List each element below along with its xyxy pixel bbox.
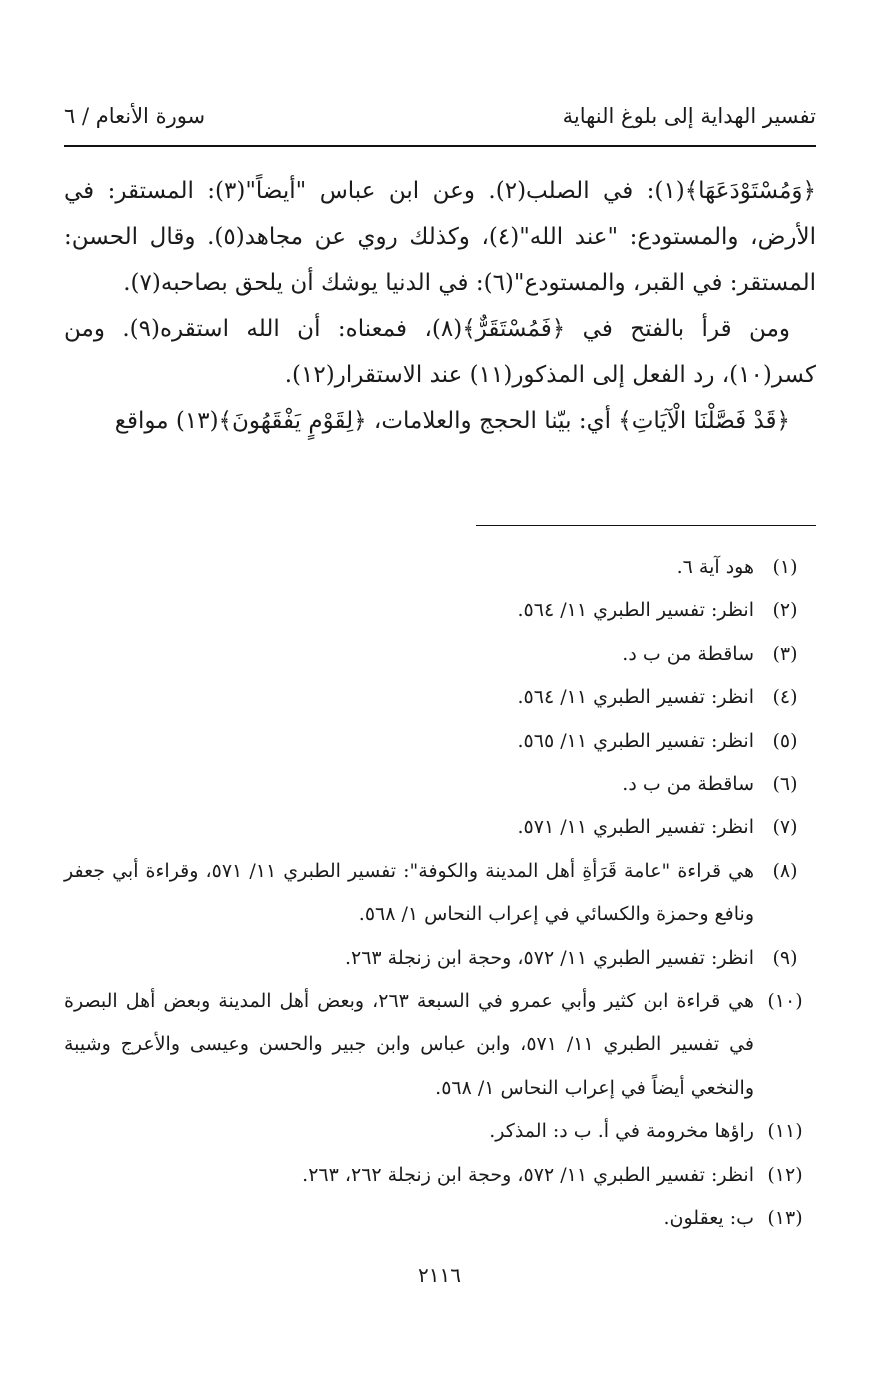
footnote <box>64 806 816 849</box>
paragraph-2: ومن قرأ بالفتح في ﴿فَمُسْتَقَرٌّ﴾(٨)، فمعناه: أن الله استقره(٩). ومن كسر(١٠)، رد الفعل إلى المذكور(١١) عند الاستقرار(١٢). <box>64 316 816 388</box>
footnote <box>64 1197 816 1240</box>
footnote-text: هي قراءة "عامة قَرَأةِ أهل المدينة والكوفة": تفسير الطبري ١١/ ٥٧١، وقراءة أبي جعفر ونافع وحمزة والكسائي في إعراب النحاس ١/ ٥٦٨. <box>64 859 754 926</box>
footnote-number: (٧) <box>772 816 798 839</box>
main-text <box>64 168 816 444</box>
footnote <box>64 850 816 937</box>
footnote <box>64 980 816 1110</box>
footnote-number: (١٣) <box>767 1207 803 1230</box>
footnote-text: انظر: تفسير الطبري ١١/ ٥٦٤. <box>517 599 754 622</box>
footnote-text: انظر: تفسير الطبري ١١/ ٥٦٤. <box>517 686 754 709</box>
header-rule <box>64 145 816 147</box>
footnote-text: هود آية ٦. <box>676 556 754 578</box>
running-header <box>64 104 816 144</box>
footnote-number: (١١) <box>767 1120 803 1143</box>
footnote-text: راؤها مخرومة في أ. ب د: المذكر. <box>489 1120 754 1143</box>
footnote-text: انظر: تفسير الطبري ١١/ ٥٦٥. <box>517 729 754 752</box>
footnote-number: (٥) <box>772 729 798 752</box>
footnote-rule <box>476 525 816 526</box>
footnote-number: (٩) <box>772 946 798 969</box>
footnote <box>64 937 816 980</box>
footnote <box>64 589 816 632</box>
footnote <box>64 546 816 589</box>
footnote <box>64 633 816 676</box>
footnote-text: ساقطة من ب د. <box>622 773 754 796</box>
footnote-number: (٨) <box>772 859 798 882</box>
footnote-number: (١٢) <box>767 1163 803 1186</box>
footnote <box>64 1110 816 1153</box>
footnote-number: (٣) <box>772 642 798 665</box>
footnote-number: (٢) <box>772 599 798 622</box>
footnote-text: هي قراءة ابن كثير وأبي عمرو في السبعة ٢٦٣، وبعض أهل المدينة وبعض أهل البصرة في تفسير الطبري ١١/ ٥٧١، وابن عباس وابن جبير والحسن وعيسى والأعرج وشيبة والنخعي أيضاً في إعراب النحاس ١/ ٥٦٨. <box>64 990 754 1099</box>
book-title: تفسير الهداية إلى بلوغ النهاية <box>562 104 816 128</box>
footnote-number: (٤) <box>772 686 798 709</box>
footnote-number: (٦) <box>772 773 798 796</box>
page-number: ٢١١٦ <box>418 1263 461 1287</box>
paragraph-3: ﴿قَدْ فَصَّلْنَا الْآيَاتِ﴾ أي: بيّنا الحجج والعلامات، ﴿لِقَوْمٍ يَفْقَهُونَ﴾(١٣) مواقع <box>114 408 790 434</box>
footnote-text: ب: يعقلون. <box>663 1207 754 1230</box>
footnote-number: (١٠) <box>767 990 803 1013</box>
footnote <box>64 763 816 806</box>
footnote-text: انظر: تفسير الطبري ١١/ ٥٧١. <box>517 816 754 839</box>
footnote-text: ساقطة من ب د. <box>622 642 754 665</box>
footnote-text: انظر: تفسير الطبري ١١/ ٥٧٢، وحجة ابن زنجلة ٢٦٢، ٢٦٣. <box>302 1163 754 1186</box>
footnote <box>64 676 816 719</box>
footnote <box>64 1154 816 1197</box>
footnote <box>64 720 816 763</box>
footnotes <box>64 546 816 1241</box>
footnote-number: (١) <box>772 556 798 578</box>
surah-page-label: سورة الأنعام / ٦ <box>64 104 206 128</box>
footnote-text: انظر: تفسير الطبري ١١/ ٥٧٢، وحجة ابن زنجلة ٢٦٣. <box>344 946 754 969</box>
paragraph-1: ﴿وَمُسْتَوْدَعَهَا﴾(١): في الصلب(٢). وعن ابن عباس "أيضاً"(٣): المستقر: في الأرض، والمستودع: "عند الله"(٤)، وكذلك روي عن مجاهد(٥). وقال الحسن: المستقر: في القبر، والمستودع"(٦): في الدنيا يوشك أن يلحق بصاحبه(٧). <box>64 178 816 296</box>
